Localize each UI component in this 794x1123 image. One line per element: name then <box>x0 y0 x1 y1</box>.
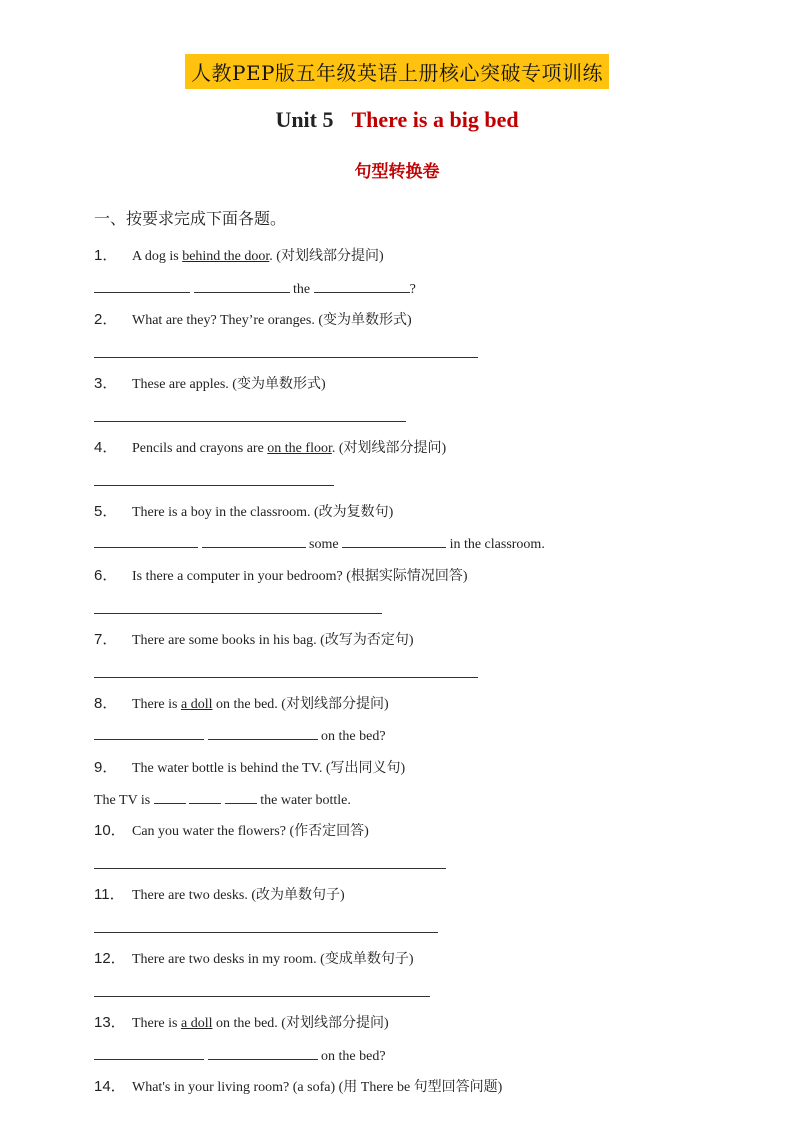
section-heading: 一、按要求完成下面各题。 <box>94 209 287 228</box>
unit-heading <box>0 107 794 133</box>
subtitle: 句型转换卷 <box>354 162 440 182</box>
question-number: 6． <box>94 567 118 584</box>
answer-line[interactable] <box>94 421 406 422</box>
question-text-post: . (对划线部分提问) <box>331 441 447 456</box>
answer-line[interactable] <box>94 996 430 997</box>
answer-blank[interactable] <box>202 534 306 548</box>
question-14 <box>94 1075 502 1096</box>
answer-end: ? <box>409 282 416 297</box>
question-9 <box>94 756 405 777</box>
question-number: 1． <box>94 247 118 264</box>
answer-8 <box>94 726 386 745</box>
question-13 <box>94 1011 389 1032</box>
question-11 <box>94 883 345 904</box>
answer-end: the water bottle. <box>260 793 351 808</box>
answer-word: some <box>309 537 339 552</box>
question-number: 4． <box>94 439 118 456</box>
question-number: 14． <box>94 1078 126 1095</box>
question-number: 5． <box>94 503 118 520</box>
question-number: 13． <box>94 1014 126 1031</box>
answer-end: on the bed? <box>321 729 386 744</box>
question-text: There are two desks in my room. (变成单数句子) <box>132 952 414 967</box>
question-number: 12． <box>94 950 126 967</box>
question-text-pre: Pencils and crayons are <box>132 441 268 456</box>
question-text-pre: There is <box>132 697 181 712</box>
question-text-pre: There is <box>132 1016 181 1031</box>
answer-blank[interactable] <box>342 534 446 548</box>
unit-title: There is a big bed <box>351 107 519 132</box>
question-text: There is a boy in the classroom. (改为复数句) <box>132 505 394 520</box>
question-number: 9． <box>94 759 118 776</box>
question-text-pre: A dog is <box>132 249 183 264</box>
question-text: Can you water the flowers? (作否定回答) <box>132 824 369 839</box>
answer-blank[interactable] <box>154 790 186 804</box>
question-number: 10． <box>94 822 126 839</box>
answer-blank[interactable] <box>225 790 257 804</box>
question-number: 3． <box>94 375 118 392</box>
question-3 <box>94 372 326 393</box>
underlined-phrase: a doll <box>180 697 213 712</box>
question-number: 11． <box>94 886 125 903</box>
question-number: 8． <box>94 695 118 712</box>
underlined-phrase: behind the door <box>182 249 270 264</box>
question-text: What are they? They’re oranges. (变为单数形式) <box>132 313 412 328</box>
answer-line[interactable] <box>94 932 438 933</box>
answer-blank[interactable] <box>194 279 290 293</box>
document-title: 人教PEP版五年级英语上册核心突破专项训练 <box>185 54 609 89</box>
question-text-post: on the bed. (对划线部分提问) <box>212 697 389 712</box>
answer-word: the <box>293 282 311 297</box>
question-number: 7． <box>94 631 118 648</box>
answer-blank[interactable] <box>94 1046 204 1060</box>
question-text: The water bottle is behind the TV. (写出同义句) <box>132 761 406 776</box>
question-1 <box>94 244 384 265</box>
answer-blank[interactable] <box>208 1046 318 1060</box>
question-text: There are two desks. (改为单数句子) <box>132 888 345 903</box>
question-12 <box>94 947 414 968</box>
question-text: There are some books in his bag. (改写为否定句) <box>132 633 414 648</box>
question-number: 2． <box>94 311 118 328</box>
question-text: Is there a computer in your bedroom? (根据实际情况回答) <box>132 569 468 584</box>
answer-line[interactable] <box>94 485 334 486</box>
answer-end: on the bed? <box>321 1049 386 1064</box>
underlined-phrase: a doll <box>180 1016 213 1031</box>
answer-9 <box>94 790 351 809</box>
answer-blank[interactable] <box>314 279 410 293</box>
answer-blank[interactable] <box>94 726 204 740</box>
header <box>0 54 794 89</box>
question-6 <box>94 564 468 585</box>
question-2 <box>94 308 412 329</box>
answer-line[interactable] <box>94 357 478 358</box>
question-text-post: on the bed. (对划线部分提问) <box>212 1016 389 1031</box>
answer-line[interactable] <box>94 613 382 614</box>
underlined-phrase: on the floor <box>267 441 332 456</box>
answer-blank[interactable] <box>94 279 190 293</box>
answer-start: The TV is <box>94 793 151 808</box>
answer-blank[interactable] <box>189 790 221 804</box>
answer-blank[interactable] <box>208 726 318 740</box>
question-text: These are apples. (变为单数形式) <box>132 377 326 392</box>
question-text-post: . (对划线部分提问) <box>269 249 384 264</box>
question-8 <box>94 692 389 713</box>
answer-13 <box>94 1046 386 1065</box>
question-4 <box>94 436 446 457</box>
answer-5 <box>94 534 545 553</box>
question-10 <box>94 819 369 840</box>
answer-end: in the classroom. <box>449 537 545 552</box>
question-text: What's in your living room? (a sofa) (用 There be 句型回答问题) <box>132 1080 503 1095</box>
answer-1 <box>94 279 416 298</box>
answer-line[interactable] <box>94 868 446 869</box>
unit-label: Unit 5 <box>275 107 334 132</box>
answer-blank[interactable] <box>94 534 198 548</box>
answer-line[interactable] <box>94 677 478 678</box>
question-7 <box>94 628 414 649</box>
question-5 <box>94 500 393 521</box>
